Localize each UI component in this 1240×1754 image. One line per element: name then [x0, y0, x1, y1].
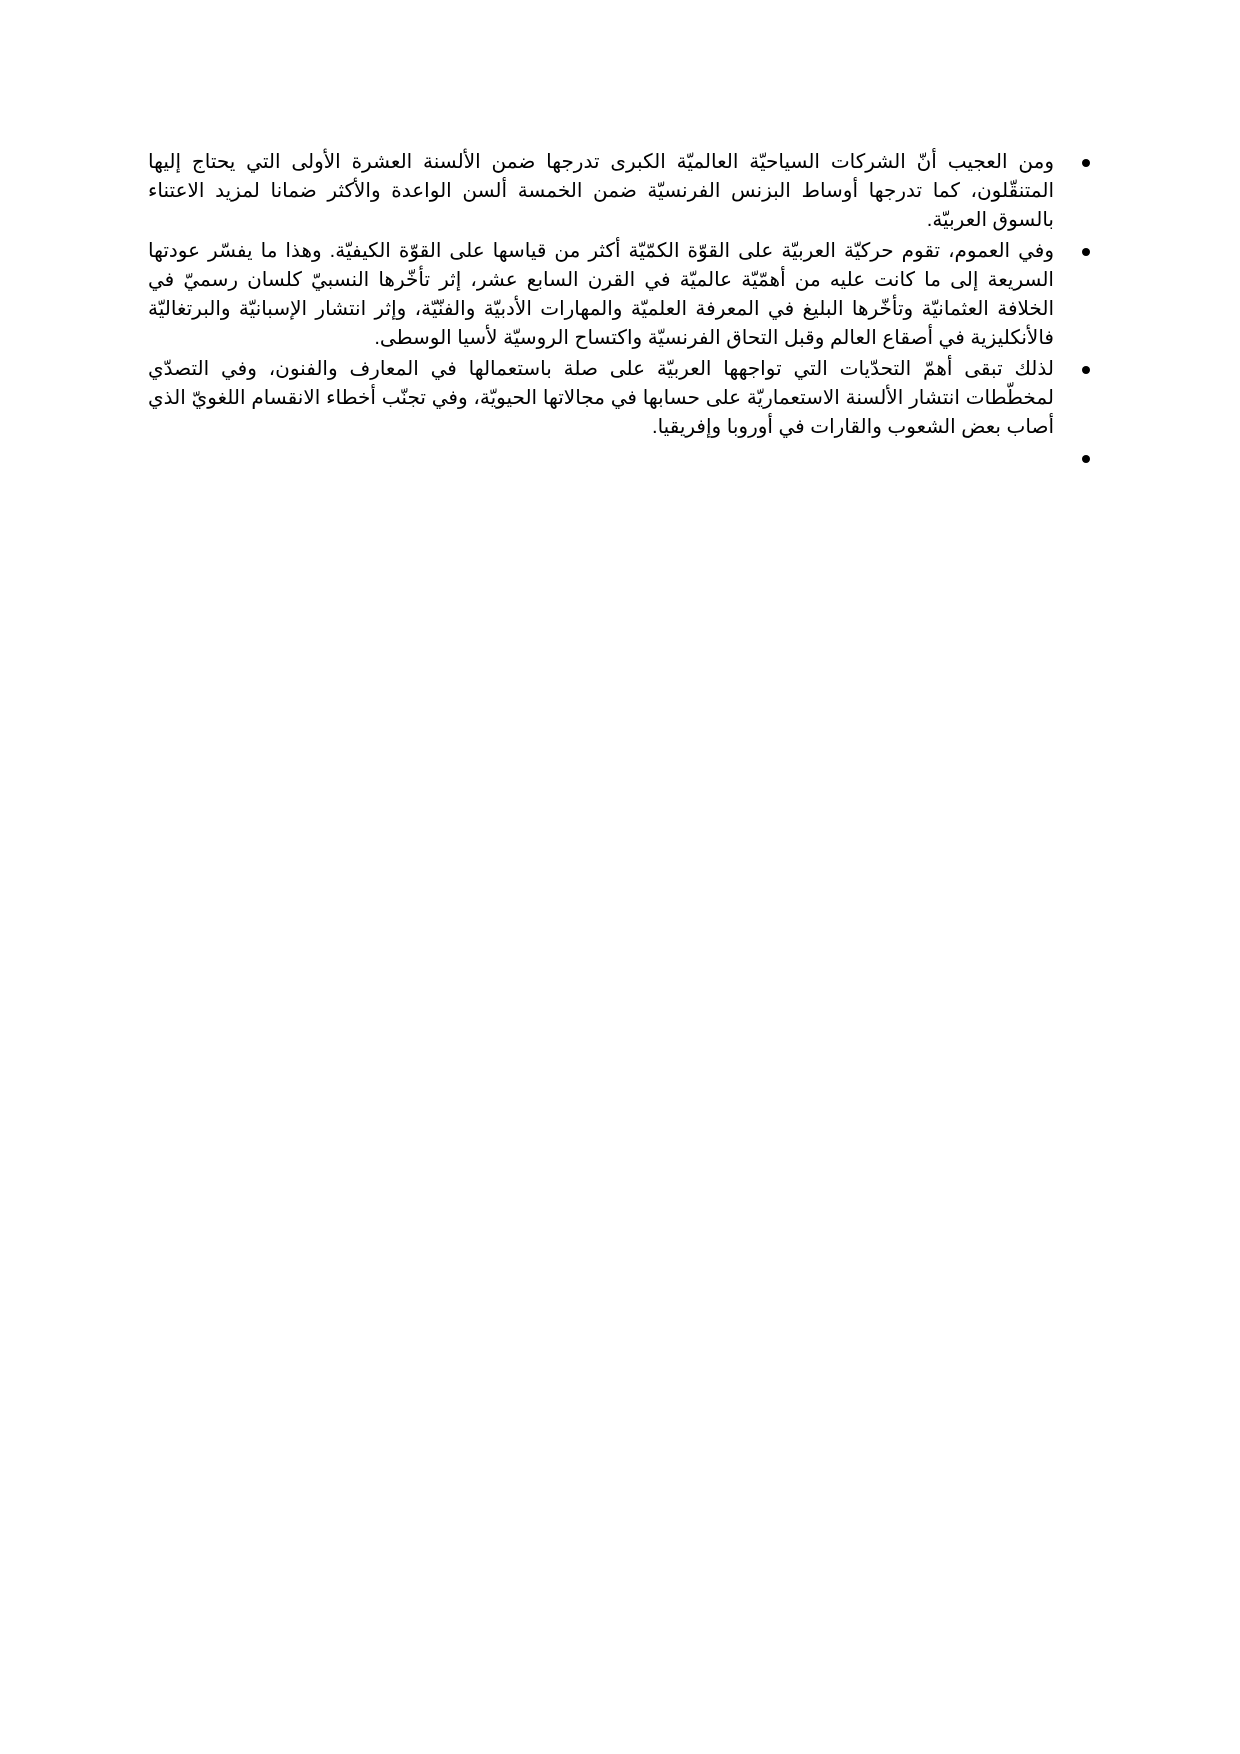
bullet-item	[148, 148, 1090, 235]
bullet-item	[148, 355, 1090, 442]
bullet-item-empty	[148, 444, 1090, 473]
bullet-list	[148, 148, 1090, 475]
bullet-point-icon	[1082, 248, 1090, 256]
bullet-point-icon	[1082, 366, 1090, 374]
bullet-text: ومن العجيب أنّ الشركات السياحيّة العالميّة الكبرى تدرجها ضمن الألسنة العشرة الأولى التي يحتاج إليها المتنقّلون، كما تدرجها أوساط البزنس الفرنسيّة ضمن الخمسة ألسن الواعدة والأكثر ضمانا لمزيد الاعتناء بالسوق العربيّة.	[148, 151, 1055, 231]
bullet-text: لذلك تبقى أهمّ التحدّيات التي تواجهها العربيّة على صلة باستعمالها في المعارف والفنون، وفي التصدّي لمخطّطات انتشار الألسنة الاستعماريّة على حسابها في مجالاتها الحيويّة، وفي تجنّب أخطاء الانقسام اللغويّ الذي أصاب بعض الشعوب والقارات في أوروبا وإفريقيا.	[148, 358, 1054, 438]
bullet-text	[148, 444, 1054, 473]
bullet-item	[148, 237, 1090, 353]
bullet-point-icon	[1082, 455, 1090, 463]
bullet-text: وفي العموم، تقوم حركيّة العربيّة على القوّة الكمّيّة أكثر من قياسها على القوّة الكيفيّة. وهذا ما يفسّر عودتها السريعة إلى ما كانت عليه من أهمّيّة عالميّة في القرن السابع عشر، إثر تأخّرها النسبيّ كلسان رسميّ في الخلافة العثمانيّة وتأخّرها البليغ في المعرفة العلميّة والمهارات الأدبيّة والفنّيّة، وإثر انتشار الإسبانيّة والبرتغاليّة فالأنكليزية في أصقاع العالم وقبل التحاق الفرنسيّة واكتساح الروسيّة لأسيا الوسطى.	[148, 240, 1054, 349]
bullet-point-icon	[1082, 159, 1090, 167]
